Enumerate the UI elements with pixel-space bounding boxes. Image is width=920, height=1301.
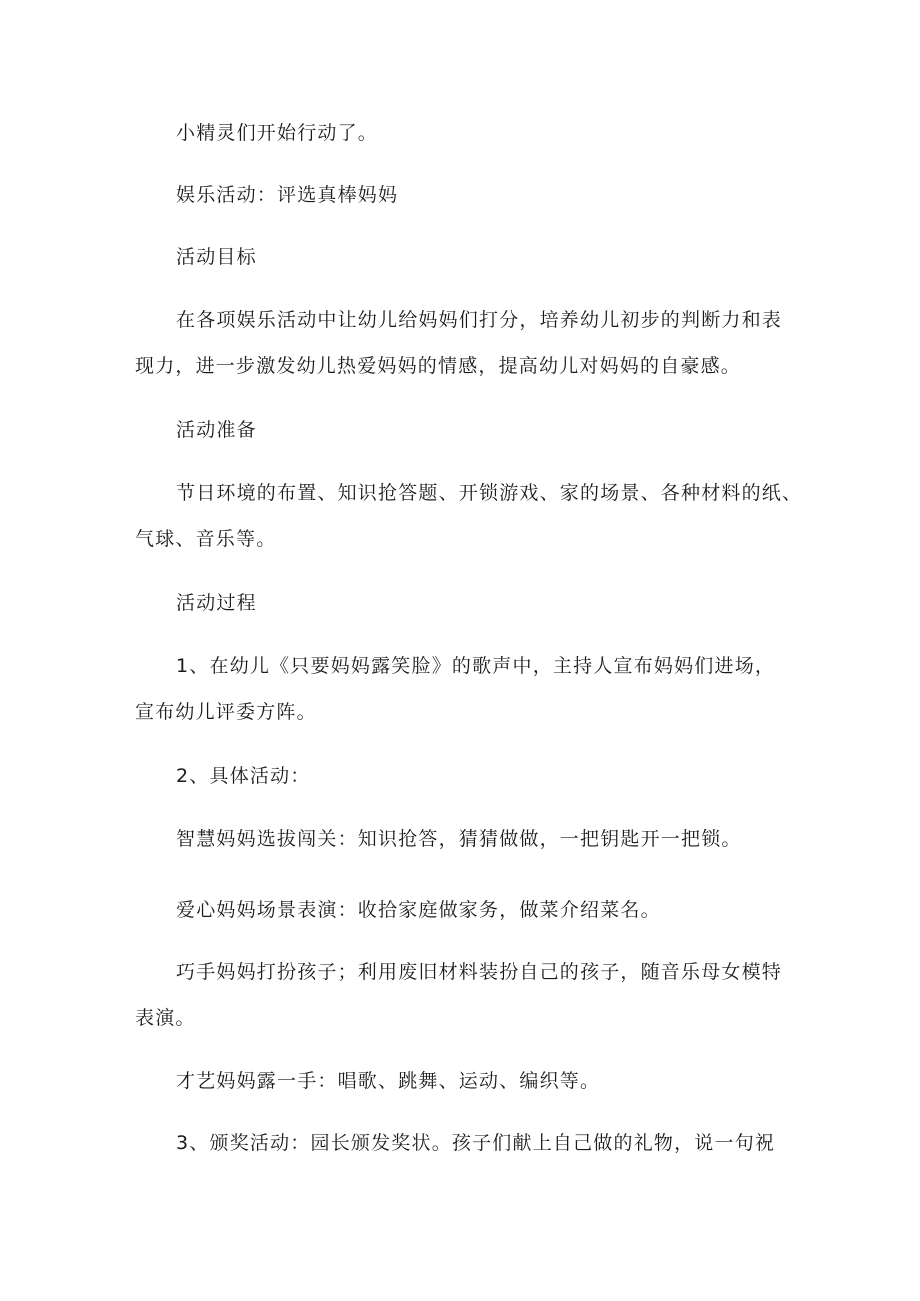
section-heading-goal: 活动目标 [176,246,257,268]
activity-title: 娱乐活动：评选真棒妈妈 [176,184,399,206]
preparation-paragraph-line-1: 节日环境的布置、知识抢答题、开锁游戏、家的场景、各种材料的纸、 [176,482,803,504]
activity-item-love: 爱心妈妈场景表演：收拾家庭做家务，做菜介绍菜名。 [176,899,661,921]
process-step-1-line-1: 1、在幼儿《只要妈妈露笑脸》的歌声中，主持人宣布妈妈们进场， [176,655,776,677]
preparation-paragraph-line-2: 气球、音乐等。 [135,528,277,550]
process-step-3: 3、颁奖活动：园长颁发奖状。孩子们献上自己做的礼物，说一句祝 [176,1132,776,1154]
activity-item-craft-line-1: 巧手妈妈打扮孩子；利用废旧材料装扮自己的孩子，随音乐母女模特 [176,961,783,983]
paragraph-intro: 小精灵们开始行动了。 [176,122,379,144]
section-heading-process: 活动过程 [176,592,257,614]
activity-item-talent: 才艺妈妈露一手：唱歌、跳舞、运动、编织等。 [176,1070,601,1092]
process-step-1-line-2: 宣布幼儿评委方阵。 [135,701,317,723]
goal-paragraph-line-2: 现力，进一步激发幼儿热爱妈妈的情感，提高幼儿对妈妈的自豪感。 [135,355,742,377]
process-step-2: 2、具体活动： [176,765,311,787]
goal-paragraph-line-1: 在各项娱乐活动中让幼儿给妈妈们打分，培养幼儿初步的判断力和表 [176,309,783,331]
activity-item-wisdom: 智慧妈妈选拔闯关：知识抢答，猜猜做做，一把钥匙开一把锁。 [176,828,742,850]
section-heading-preparation: 活动准备 [176,419,257,441]
activity-item-craft-line-2: 表演。 [135,1007,196,1029]
